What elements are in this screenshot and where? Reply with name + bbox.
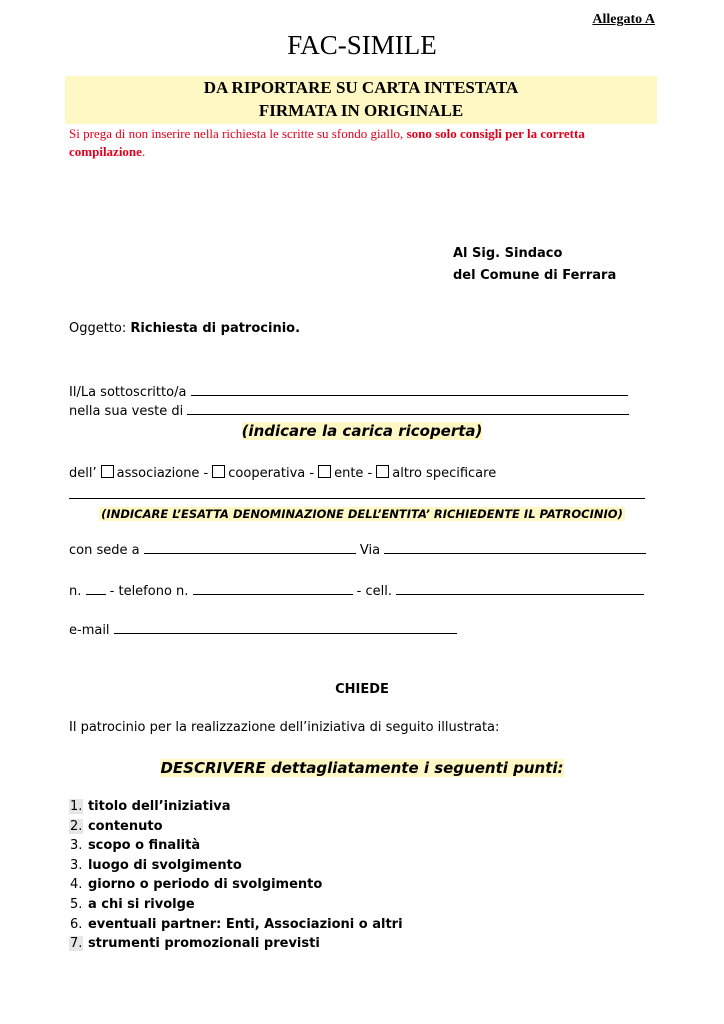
list-text: a chi si rivolge <box>87 897 195 912</box>
checkbox-cooperativa[interactable] <box>212 465 225 478</box>
addressee-line-1: Al Sig. Sindaco <box>453 246 563 261</box>
carica-hint-row <box>0 421 724 440</box>
email-row <box>69 621 457 638</box>
veste-label: nella sua veste di <box>69 404 188 419</box>
describe-hint-row <box>0 758 724 777</box>
note-end: . <box>141 144 146 159</box>
list-text: titolo dell’iniziativa <box>87 799 231 814</box>
note-bold: sono solo consigli per la corretta compilazione <box>69 126 585 159</box>
option-cooperativa: cooperativa - <box>228 466 315 481</box>
list-number: 7. <box>70 936 83 951</box>
intro-text: Il patrocinio per la realizzazione dell’iniziativa di seguito illustrata: <box>69 720 500 735</box>
list-number: 6. <box>70 917 83 932</box>
addressee-line-2: del Comune di Ferrara <box>453 268 617 283</box>
checkbox-associazione[interactable] <box>101 465 114 478</box>
list-text: scopo o finalità <box>87 838 201 853</box>
note-normal: Si prega di non inserire nella richiesta le scritte su sfondo giallo, <box>69 126 407 141</box>
sottoscritto-field[interactable] <box>191 383 628 396</box>
carica-hint: (indicare la carica ricoperta) <box>241 422 483 440</box>
entity-type-row <box>69 465 496 481</box>
list-number: 1. <box>70 799 83 814</box>
list-item <box>69 799 231 814</box>
subject-value: Richiesta di patrocinio. <box>130 321 301 336</box>
entity-name-field[interactable] <box>69 498 645 499</box>
entita-hint-row <box>0 503 724 522</box>
banner-line-2: FIRMATA IN ORIGINALE <box>258 101 464 120</box>
sede-field[interactable] <box>144 541 356 554</box>
n-field[interactable] <box>86 582 106 595</box>
letterhead-banner <box>65 76 657 124</box>
via-label: Via <box>355 543 385 558</box>
list-text: eventuali partner: Enti, Associazioni o altri <box>87 917 403 932</box>
list-number: 5. <box>70 897 83 912</box>
entita-hint: (INDICARE L’ESATTA DENOMINAZIONE DELL’ENTITA’ RICHIEDENTE IL PATROCINIO) <box>101 507 623 521</box>
email-label: e-mail <box>69 623 114 638</box>
cell-label: - cell. <box>352 584 397 599</box>
addressee-block <box>453 243 616 287</box>
list-item <box>69 936 320 951</box>
list-number: 2. <box>70 819 83 834</box>
via-field[interactable] <box>384 541 646 554</box>
list-text: giorno o periodo di svolgimento <box>87 877 323 892</box>
sottoscritto-row <box>69 383 628 400</box>
list-item <box>69 877 322 892</box>
contact-row <box>69 582 644 599</box>
dell-label: dell’ <box>69 466 97 481</box>
subject-line <box>69 321 300 336</box>
page-title: FAC-SIMILE <box>287 30 437 60</box>
list-item <box>69 819 163 834</box>
list-item <box>69 838 200 853</box>
instruction-note <box>69 125 659 161</box>
cell-field[interactable] <box>396 582 644 595</box>
sede-label: con sede a <box>69 543 144 558</box>
email-field[interactable] <box>114 621 457 634</box>
list-item <box>69 917 403 932</box>
veste-row <box>69 402 629 419</box>
n-label: n. <box>69 584 86 599</box>
veste-field[interactable] <box>187 402 629 415</box>
option-ente: ente - <box>334 466 373 481</box>
list-number: 4. <box>70 877 83 892</box>
list-number: 3. <box>70 838 83 853</box>
checkbox-altro[interactable] <box>376 465 389 478</box>
chiede-heading: CHIEDE <box>335 682 389 697</box>
list-text: strumenti promozionali previsti <box>87 936 320 951</box>
list-text: contenuto <box>87 819 163 834</box>
telefono-label: - telefono n. <box>105 584 193 599</box>
describe-hint: DESCRIVERE dettagliatamente i seguenti punti: <box>160 759 564 777</box>
banner-line-1: DA RIPORTARE SU CARTA INTESTATA <box>203 78 519 97</box>
allegato-label: Allegato A <box>592 12 655 27</box>
list-item <box>69 858 242 873</box>
sede-row <box>69 541 646 558</box>
checkbox-ente[interactable] <box>318 465 331 478</box>
list-number: 3. <box>70 858 83 873</box>
list-item <box>69 897 195 912</box>
option-altro: altro specificare <box>392 466 497 481</box>
subject-label: Oggetto: <box>69 321 131 336</box>
telefono-field[interactable] <box>193 582 353 595</box>
list-text: luogo di svolgimento <box>87 858 242 873</box>
sottoscritto-label: Il/La sottoscritto/a <box>69 385 191 400</box>
option-associazione: associazione - <box>116 466 209 481</box>
